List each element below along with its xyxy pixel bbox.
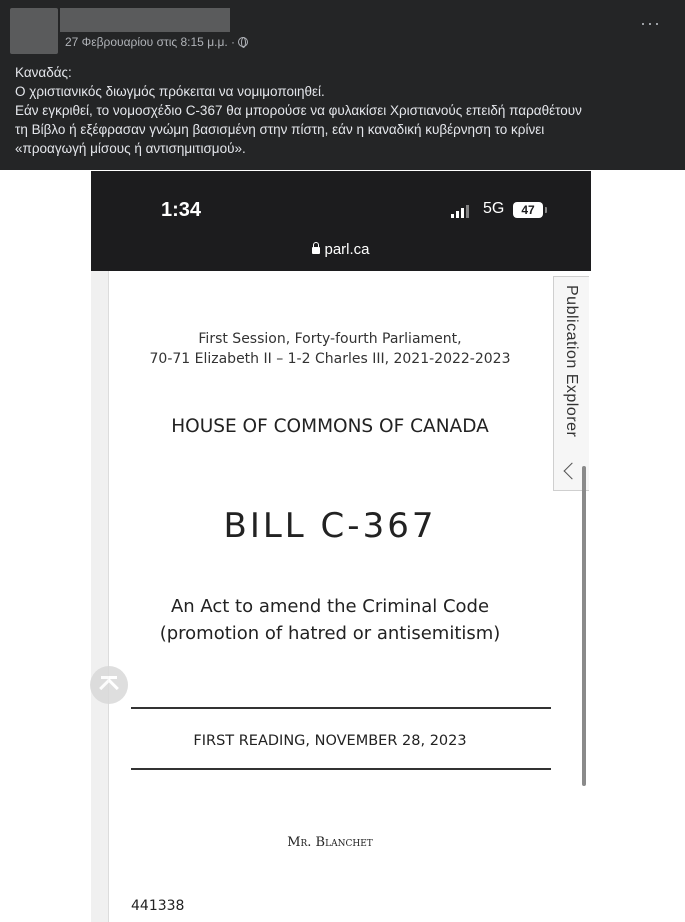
avatar[interactable]: [10, 8, 58, 54]
network-label: 5G: [483, 200, 505, 217]
act-title: [109, 593, 551, 647]
bill-sponsor: Mr. Blanchet: [287, 835, 373, 850]
post-meta: [65, 35, 248, 49]
post-text-line: Ο χριστιανικός διωγμός πρόκειται να νομιμοποιηθεί.: [15, 84, 325, 99]
session-line-1: First Session, Forty-fourth Parliament,: [198, 331, 462, 347]
post-text: [15, 63, 675, 158]
lock-icon: [312, 247, 320, 254]
publication-explorer-tab[interactable]: [553, 276, 589, 491]
divider-top: [131, 707, 551, 709]
divider-bottom: [131, 768, 551, 770]
house-title: HOUSE OF COMMONS OF CANADA: [171, 416, 489, 437]
bill-document: [109, 271, 591, 922]
post-timestamp[interactable]: 27 Φεβρουαρίου στις 8:15 μ.μ. ·: [65, 35, 236, 49]
address-bar[interactable]: [91, 241, 591, 258]
act-line-2: (promotion of hatred or antisemitism): [159, 623, 501, 644]
chevron-left-icon[interactable]: [564, 463, 581, 480]
first-reading-date: FIRST READING, NOVEMBER 28, 2023: [193, 733, 467, 749]
url-text: parl.ca: [324, 241, 370, 258]
scrollbar[interactable]: [582, 466, 586, 786]
status-time: 1:34: [161, 199, 202, 221]
phone-status-bar: [91, 171, 591, 271]
post-text-line: «προαγωγή μίσους ή αντισημιτισμού».: [15, 141, 246, 156]
session-info: [109, 329, 551, 369]
session-line-2: 70-71 Elizabeth II – 1-2 Charles III, 2021-2022-2023: [149, 351, 511, 367]
signal-icon: [451, 205, 469, 218]
battery-icon: 47: [513, 202, 543, 218]
more-options-icon[interactable]: ···: [640, 13, 661, 33]
act-line-1: An Act to amend the Criminal Code: [170, 596, 490, 617]
publication-explorer-label: Publication Explorer: [563, 285, 580, 438]
post-header: [0, 0, 685, 60]
post-text-line: τη Βίβλο ή εξέφρασαν γνώμη βασισμένη στην πίστη, εάν η καναδική κυβέρνηση το κρίνει: [15, 122, 545, 137]
document-number: 441338: [131, 898, 185, 914]
scroll-to-top-icon[interactable]: [90, 666, 128, 704]
post-text-line: Καναδάς:: [15, 65, 72, 80]
post-text-line: Εάν εγκριθεί, το νομοσχέδιο C-367 θα μπορούσε να φυλακίσει Χριστιανούς επειδή παραθέτουν: [15, 103, 582, 118]
left-gutter: [91, 271, 109, 922]
globe-icon: [238, 37, 248, 47]
phone-screenshot: [91, 171, 591, 922]
author-name-redacted[interactable]: [60, 8, 230, 32]
bill-title: BILL C-367: [223, 506, 437, 546]
